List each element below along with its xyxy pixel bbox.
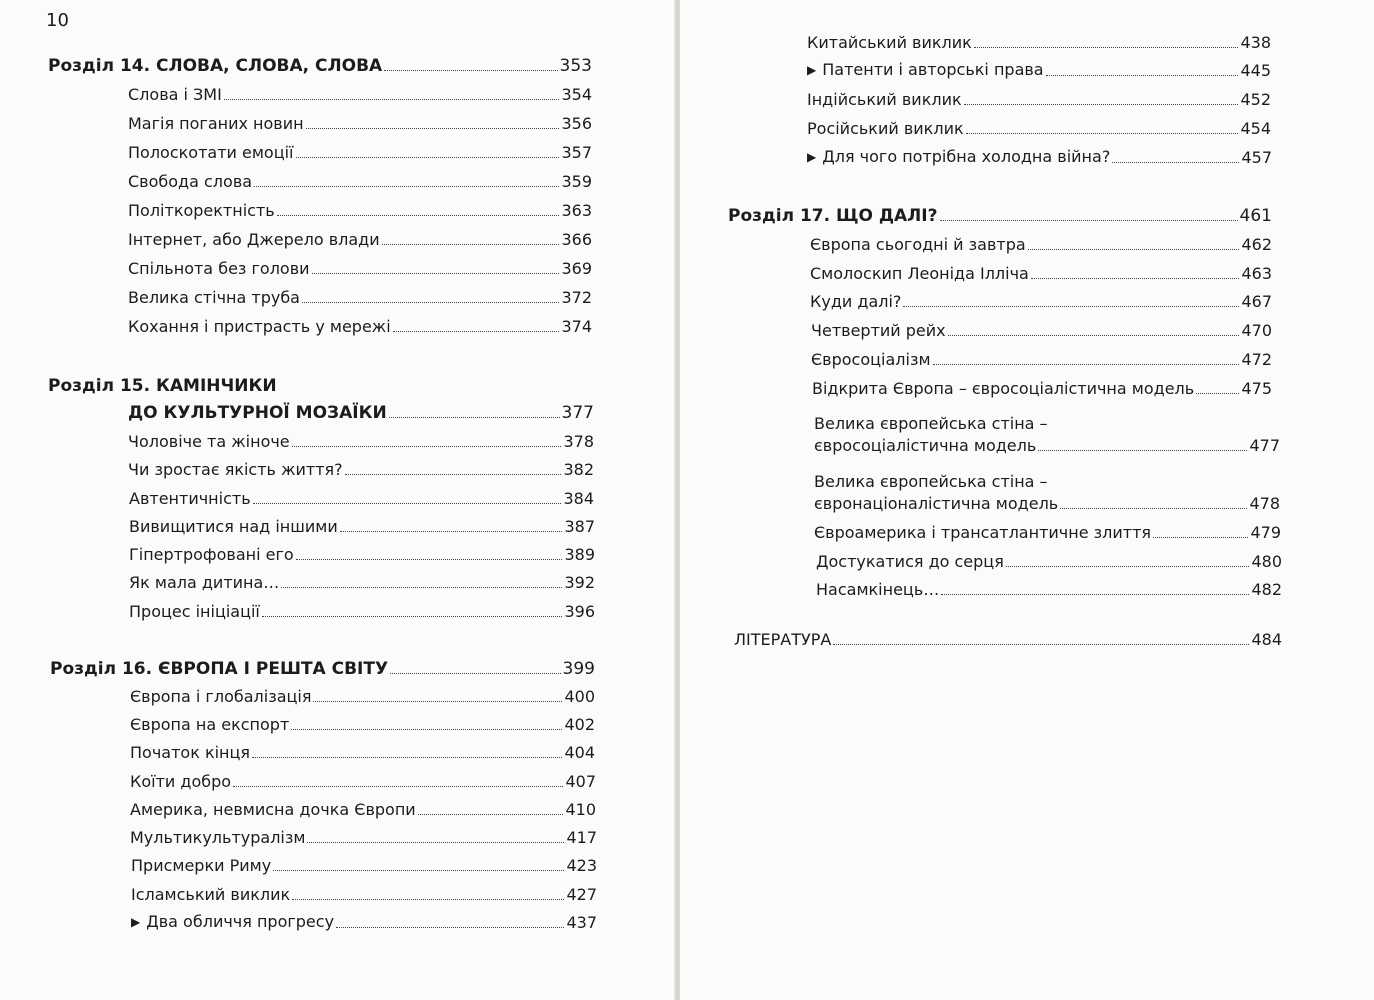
toc-entry (128, 110, 592, 134)
dot-leader (1196, 393, 1239, 394)
toc-entry (130, 824, 597, 848)
entry-page-number: 372 (561, 288, 592, 307)
dot-leader (292, 899, 564, 900)
entry-title (128, 317, 391, 337)
entry-page-number: 470 (1241, 321, 1272, 340)
dot-leader (1112, 162, 1239, 163)
dot-leader (252, 757, 562, 758)
toc-entry (128, 197, 592, 221)
entry-page-number: 477 (1249, 436, 1280, 455)
entry-title (816, 580, 939, 600)
toc-entry (128, 428, 594, 452)
entry-title (128, 432, 290, 452)
entry-title-text: Відкрита Європа – євросоціалістична модель (812, 379, 1195, 398)
dot-leader (277, 215, 560, 216)
dot-leader (382, 244, 560, 245)
entry-title (50, 659, 388, 679)
dot-leader (313, 701, 562, 702)
entry-title-text: Для чого потрібна холодна війна? (822, 147, 1111, 166)
toc-chapter-entry (128, 399, 594, 423)
page-number: 10 (46, 10, 69, 31)
right-page (680, 0, 1374, 1000)
entry-title-text: Два обличчя прогресу (146, 912, 335, 931)
dot-leader (1028, 249, 1240, 250)
toc-entry (130, 796, 596, 820)
entry-page-number: 438 (1240, 33, 1271, 52)
toc-entry (130, 768, 596, 792)
toc-entry (128, 226, 592, 250)
dot-leader (262, 616, 563, 617)
entry-title (128, 230, 380, 250)
entry-page-number: 389 (564, 545, 595, 564)
dot-leader (281, 587, 562, 588)
toc-chapter-entry (48, 52, 592, 76)
entry-title-text: євронаціоналістична модель (814, 494, 1059, 513)
entry-title-text: Інтернет, або Джерело влади (128, 230, 380, 249)
toc-entry (128, 81, 592, 105)
entry-title (807, 119, 964, 139)
entry-title-text: ДО КУЛЬТУРНОЇ МОЗАЇКИ (128, 403, 387, 423)
dot-leader (312, 273, 560, 274)
entry-page-number: 457 (1241, 148, 1272, 167)
entry-title (807, 90, 962, 110)
entry-title (128, 403, 387, 423)
toc-entry (807, 115, 1271, 139)
entry-title-text: Початок кінця (130, 743, 251, 762)
entry-page-number: 382 (563, 460, 594, 479)
entry-title-text: Розділ 16. ЄВРОПА І РЕШТА СВІТУ (50, 659, 389, 679)
toc-entry (128, 456, 594, 480)
entry-title-text: Ісламський виклик (131, 885, 291, 904)
dot-leader (941, 594, 1249, 595)
entry-title-text: Коїти добро (130, 772, 232, 791)
entry-title (814, 436, 1036, 456)
entry-title-text: Магія поганих новин (128, 114, 304, 133)
entry-page-number: 400 (564, 687, 595, 706)
entry-title (816, 552, 1004, 572)
toc-left (0, 0, 676, 1000)
entry-title-text: Європа і глобалізація (130, 687, 312, 706)
dot-leader (389, 417, 560, 418)
toc-entry (807, 86, 1271, 110)
entry-page-number: 452 (1240, 90, 1271, 109)
toc-entry (810, 260, 1272, 284)
entry-title (129, 489, 251, 509)
dot-leader (224, 99, 560, 100)
entry-page-number: 410 (565, 800, 596, 819)
entry-page-number: 359 (561, 172, 592, 191)
entry-page-number: 482 (1251, 580, 1282, 599)
dot-leader (233, 786, 563, 787)
entry-title-text: Автентичність (129, 489, 251, 508)
dot-leader (390, 673, 560, 674)
dot-leader (345, 474, 562, 475)
toc-entry (129, 541, 595, 565)
entry-title-text: ЛІТЕРАТУРА (734, 630, 832, 649)
entry-title-text: Розділ 17. ЩО ДАЛІ? (728, 206, 938, 226)
entry-page-number: 479 (1250, 523, 1281, 542)
entry-title (130, 715, 289, 735)
entry-title-text: Велика європейська стіна – (814, 414, 1048, 433)
toc-entry (128, 168, 592, 192)
entry-title-text: Смолоскип Леоніда Ілліча (810, 264, 1029, 283)
entry-title-text: Китайський виклик (807, 33, 972, 52)
dot-leader (1038, 450, 1247, 451)
entry-title-text: Куди далі? (810, 292, 902, 311)
entry-page-number: 384 (563, 489, 594, 508)
toc-right (680, 0, 1374, 1000)
entry-title-text: Велика стічна труба (128, 288, 300, 307)
dot-leader (273, 870, 564, 871)
entry-title (811, 321, 946, 341)
dot-leader (948, 335, 1240, 336)
entry-page-number: 396 (564, 602, 595, 621)
entry-title-text: Патенти і авторські права (822, 60, 1044, 79)
entry-title (131, 885, 290, 905)
entry-page-number: 356 (561, 114, 592, 133)
entry-title (810, 264, 1029, 284)
dot-leader (1046, 75, 1239, 76)
entry-page-number: 392 (564, 573, 595, 592)
entry-title (810, 292, 901, 312)
entry-title (128, 259, 310, 279)
entry-title-text: Мультикультуралізм (130, 828, 306, 847)
entry-page-number: 407 (565, 772, 596, 791)
entry-title (131, 912, 334, 933)
entry-page-number: 467 (1241, 292, 1272, 311)
dot-leader (940, 220, 1238, 221)
dot-leader (384, 70, 557, 71)
entry-title (128, 288, 300, 308)
entry-page-number: 475 (1241, 379, 1272, 398)
entry-title-text: Індійський виклик (807, 90, 962, 109)
toc-entry (810, 288, 1272, 312)
entry-title-text: Насамкінець… (816, 580, 940, 599)
toc-entry (129, 485, 594, 509)
toc-entry (129, 569, 595, 593)
entry-page-number: 472 (1241, 350, 1272, 369)
entry-title-text: Свобода слова (128, 172, 253, 191)
dot-leader (292, 446, 562, 447)
entry-title (812, 379, 1194, 399)
entry-page-number: 378 (563, 432, 594, 451)
dot-leader (306, 128, 560, 129)
entry-title (48, 56, 382, 76)
entry-title (128, 143, 294, 163)
entry-page-number: 462 (1241, 235, 1272, 254)
dot-leader (1153, 537, 1248, 538)
entry-page-number: 427 (566, 885, 597, 904)
entry-page-number: 478 (1249, 494, 1280, 513)
entry-title-text: Євросоціалізм (811, 350, 931, 369)
entry-title (130, 687, 311, 707)
entry-page-number: 480 (1251, 552, 1282, 571)
toc-entry (816, 576, 1282, 600)
entry-page-number: 461 (1239, 206, 1272, 226)
entry-title (728, 206, 938, 226)
toc-entry (811, 317, 1272, 341)
toc-entry (814, 432, 1280, 456)
dot-leader (291, 729, 562, 730)
entry-title (48, 376, 277, 396)
entry-title (734, 630, 831, 650)
entry-page-number: 354 (561, 85, 592, 104)
entry-title-text: Російський виклик (807, 119, 964, 138)
entry-page-number: 399 (562, 659, 595, 679)
entry-page-number: 369 (561, 259, 592, 278)
dot-leader (964, 104, 1239, 105)
entry-title (810, 235, 1026, 255)
dot-leader (253, 503, 562, 504)
entry-title-text: Полоскотати емоції (128, 143, 294, 162)
toc-entry (807, 144, 1272, 168)
toc-entry (128, 313, 592, 337)
entry-title-text: Велика європейська стіна – (814, 472, 1048, 491)
entry-title (130, 828, 305, 848)
dot-leader (336, 927, 564, 928)
entry-title (128, 85, 222, 105)
left-page (0, 0, 676, 1000)
dot-leader (1006, 566, 1250, 567)
toc-entry (128, 255, 592, 279)
toc-entry (807, 57, 1271, 81)
toc-entry (814, 519, 1281, 543)
entry-title (129, 573, 279, 593)
entry-title-text: Гіпертрофовані его (129, 545, 294, 564)
entry-title-text: Європа сьогодні й завтра (810, 235, 1026, 254)
toc-entry (814, 490, 1280, 514)
entry-title-text: Політкоректність (128, 201, 275, 220)
toc-entry (128, 284, 592, 308)
entry-title-text: Розділ 15. КАМІНЧИКИ (48, 376, 277, 396)
entry-page-number: 454 (1240, 119, 1271, 138)
entry-title (814, 523, 1151, 543)
entry-title (128, 114, 304, 134)
entry-page-number: 445 (1240, 61, 1271, 80)
entry-title-text: Чоловіче та жіноче (128, 432, 290, 451)
entry-title (131, 856, 271, 876)
toc-entry (734, 626, 1282, 650)
dot-leader (418, 814, 564, 815)
toc-entry (811, 346, 1272, 370)
toc-entry (807, 29, 1271, 53)
dot-leader (933, 364, 1240, 365)
dot-leader (1031, 278, 1240, 279)
toc-entry (131, 852, 597, 876)
entry-title (129, 545, 294, 565)
entry-page-number: 437 (566, 913, 597, 932)
entry-title (128, 201, 275, 221)
entry-title-text: євросоціалістична модель (814, 436, 1037, 455)
entry-page-number: 417 (566, 828, 597, 847)
entry-title-text: Вивищитися над іншими (129, 517, 338, 536)
entry-title (807, 33, 972, 53)
entry-title (814, 494, 1058, 514)
dot-leader (393, 331, 560, 332)
entry-title-text: Слова і ЗМІ (128, 85, 222, 104)
entry-title-text: Євроамерика і трансатлантичне злиття (814, 523, 1152, 542)
dot-leader (966, 133, 1239, 134)
triangle-bullet-icon: ▶ (807, 63, 817, 77)
entry-page-number: 357 (561, 143, 592, 162)
dot-leader (833, 644, 1249, 645)
toc-chapter-entry (728, 202, 1272, 226)
toc-entry (129, 513, 595, 537)
toc-entry (816, 548, 1282, 572)
entry-page-number: 366 (561, 230, 592, 249)
dot-leader (302, 302, 559, 303)
toc-entry (814, 410, 1280, 434)
entry-title (814, 472, 1048, 492)
entry-title (128, 460, 343, 480)
triangle-bullet-icon: ▶ (807, 150, 817, 164)
entry-title (807, 60, 1044, 81)
entry-title (129, 602, 260, 622)
entry-page-number: 404 (564, 743, 595, 762)
dot-leader (903, 306, 1239, 307)
toc-entry (128, 139, 592, 163)
toc-entry (130, 711, 595, 735)
entry-page-number: 377 (561, 403, 594, 423)
entry-title (807, 147, 1110, 168)
toc-entry (810, 231, 1272, 255)
toc-entry (130, 739, 595, 763)
entry-page-number: 484 (1251, 630, 1282, 649)
entry-title-text: Четвертий рейх (811, 321, 946, 340)
toc-chapter-entry (50, 655, 595, 679)
entry-title (128, 172, 252, 192)
entry-title-text: Присмерки Риму (131, 856, 272, 875)
toc-chapter-entry (48, 372, 592, 396)
entry-title-text: Процес ініціації (129, 602, 260, 621)
toc-entry (129, 598, 595, 622)
entry-title-text: Америка, невмисна дочка Європи (130, 800, 416, 819)
entry-title (130, 800, 416, 820)
dot-leader (307, 842, 564, 843)
entry-page-number: 423 (566, 856, 597, 875)
entry-page-number: 374 (561, 317, 592, 336)
entry-title-text: Кохання і пристрасть у мережі (128, 317, 391, 336)
entry-title-text: Європа на експорт (130, 715, 290, 734)
entry-title-text: Як мала дитина… (129, 573, 280, 592)
entry-title-text: Спільнота без голови (128, 259, 310, 278)
entry-title (129, 517, 338, 537)
toc-entry (131, 881, 597, 905)
dot-leader (1060, 508, 1247, 509)
entry-page-number: 363 (561, 201, 592, 220)
entry-page-number: 463 (1241, 264, 1272, 283)
toc-entry (130, 683, 595, 707)
dot-leader (296, 559, 563, 560)
entry-title-text: Розділ 14. СЛОВА, СЛОВА, СЛОВА (48, 56, 383, 76)
entry-title (130, 743, 250, 763)
dot-leader (340, 531, 563, 532)
entry-page-number: 353 (559, 56, 592, 76)
entry-title-text: Чи зростає якість життя? (128, 460, 343, 479)
dot-leader (296, 157, 560, 158)
toc-entry (131, 909, 597, 933)
entry-title (130, 772, 231, 792)
entry-page-number: 402 (564, 715, 595, 734)
triangle-bullet-icon: ▶ (131, 915, 141, 929)
dot-leader (974, 47, 1239, 48)
entry-page-number: 387 (564, 517, 595, 536)
entry-title (811, 350, 931, 370)
entry-title-text: Достукатися до серця (816, 552, 1004, 571)
entry-title (814, 414, 1048, 434)
toc-entry (812, 375, 1272, 399)
dot-leader (254, 186, 559, 187)
toc-entry (814, 468, 1280, 492)
